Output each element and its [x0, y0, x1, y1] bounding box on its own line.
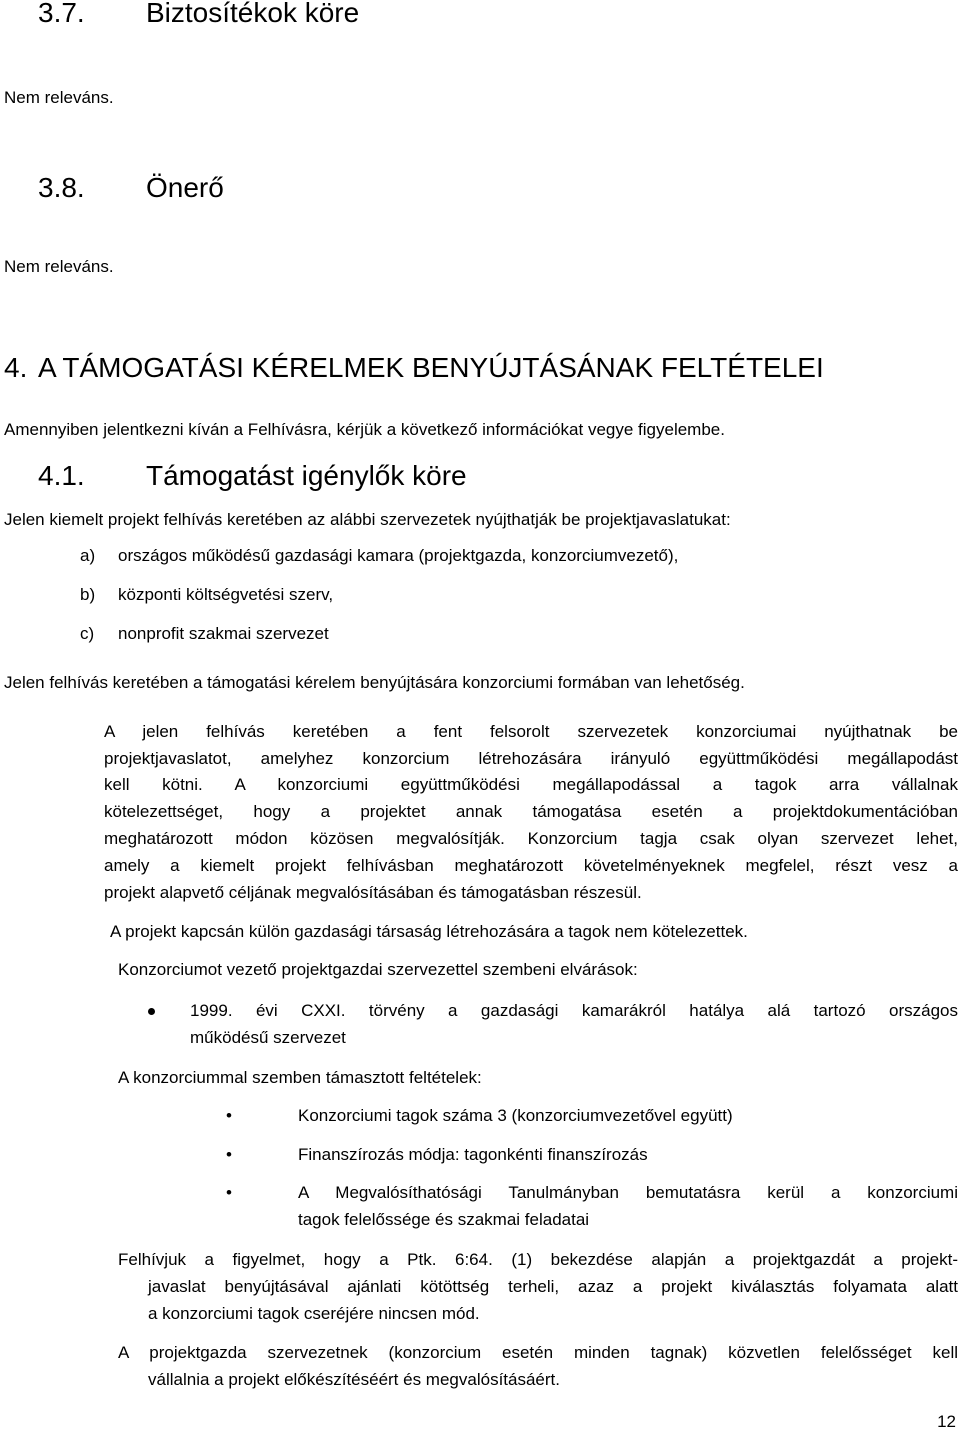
section-title: Önerő — [146, 172, 224, 203]
section-number: 3.7. — [38, 0, 85, 28]
paragraph-line: projektjavaslatot, amelyhez konzorcium létrehozására irányuló együttműködési megállapodást — [104, 749, 958, 768]
list-item: A Megvalósíthatósági Tanulmányban bemutatásra kerül a konzorciumi — [298, 1183, 958, 1202]
paragraph-line: meghatározott módon közösen megvalósítják. Konzorcium tagja csak olyan szervezet lehet, — [104, 829, 958, 848]
bullet-icon — [148, 1008, 155, 1015]
paragraph: Jelen felhívás keretében a támogatási kérelem benyújtására konzorciumi formában van lehetőség. — [4, 673, 745, 692]
paragraph-line: projekt alapvető céljának megvalósításában és támogatásban részesül. — [104, 883, 642, 902]
paragraph: Amennyiben jelentkezni kíván a Felhívásra, kérjük a következő információkat vegye figyelembe. — [4, 420, 725, 439]
paragraph-line: A jelen felhívás keretében a fent felsorolt szervezetek konzorciumai nyújthatnak be — [104, 722, 958, 741]
list-item: tagok felelőssége és szakmai feladatai — [298, 1210, 590, 1229]
page-number: 12 — [937, 1412, 956, 1431]
paragraph-line: a konzorciumi tagok cseréjére nincsen mód. — [148, 1304, 480, 1323]
list-item: országos működésű gazdasági kamara (projektgazda, konzorciumvezető), — [118, 546, 679, 565]
paragraph-line: Felhívjuk a figyelmet, hogy a Ptk. 6:64. (1) bekezdése alapján a projektgazdát a projekt- — [118, 1250, 958, 1269]
section-title: Támogatást igénylők köre — [146, 460, 467, 491]
bullet-icon: • — [226, 1106, 232, 1125]
bullet-icon: • — [226, 1183, 232, 1202]
section-number: 4.1. — [38, 460, 85, 491]
chapter-number: 4. — [4, 352, 28, 383]
chapter-title: A TÁMOGATÁSI KÉRELMEK BENYÚJTÁSÁNAK FELTÉTELEI — [38, 352, 824, 383]
list-marker: b) — [80, 585, 96, 604]
paragraph-line: kell kötni. A konzorciumi együttműködési megállapodással a tagok arra vállalnak — [104, 775, 958, 794]
paragraph: A projekt kapcsán külön gazdasági társaság létrehozására a tagok nem kötelezettek. — [110, 922, 748, 941]
paragraph: Nem releváns. — [4, 257, 114, 276]
paragraph-line: A projektgazda szervezetnek (konzorcium esetén minden tagnak) közvetlen felelősséget kell — [118, 1343, 958, 1362]
section-title: Biztosítékok köre — [146, 0, 360, 28]
section-number: 3.8. — [38, 172, 85, 203]
paragraph: Jelen kiemelt projekt felhívás keretében az alábbi szervezetek nyújthatják be projektjavaslatukat: — [4, 510, 731, 529]
list-item: Finanszírozás módja: tagonkénti finanszírozás — [298, 1145, 648, 1164]
paragraph: Nem releváns. — [4, 88, 114, 107]
paragraph-line: kötelezettséget, hogy a projektet annak támogatása esetén a projektdokumentációban — [104, 802, 958, 821]
list-item: 1999. évi CXXI. törvény a gazdasági kamarákról hatálya alá tartozó országos — [190, 1001, 958, 1020]
list-item: működésű szervezet — [190, 1028, 346, 1047]
list-marker: a) — [80, 546, 96, 565]
list-marker: c) — [80, 624, 95, 643]
paragraph-line: amely a kiemelt projekt felhívásban meghatározott követelményeknek megfelel, részt vesz a — [104, 856, 958, 875]
list-item: központi költségvetési szerv, — [118, 585, 334, 604]
list-item: Konzorciumi tagok száma 3 (konzorciumvezetővel együtt) — [298, 1106, 733, 1125]
paragraph: Konzorciumot vezető projektgazdai szervezettel szembeni elvárások: — [118, 960, 638, 979]
list-item: nonprofit szakmai szervezet — [118, 624, 329, 643]
paragraph: A konzorciummal szemben támasztott feltételek: — [118, 1068, 482, 1087]
paragraph-line: javaslat benyújtásával ajánlati kötöttség terheli, azaz a projekt kiválasztás folyamata alatt — [148, 1277, 958, 1296]
bullet-icon: • — [226, 1145, 232, 1164]
paragraph-line: vállalnia a projekt előkészítéséért és megvalósításáért. — [148, 1370, 560, 1389]
